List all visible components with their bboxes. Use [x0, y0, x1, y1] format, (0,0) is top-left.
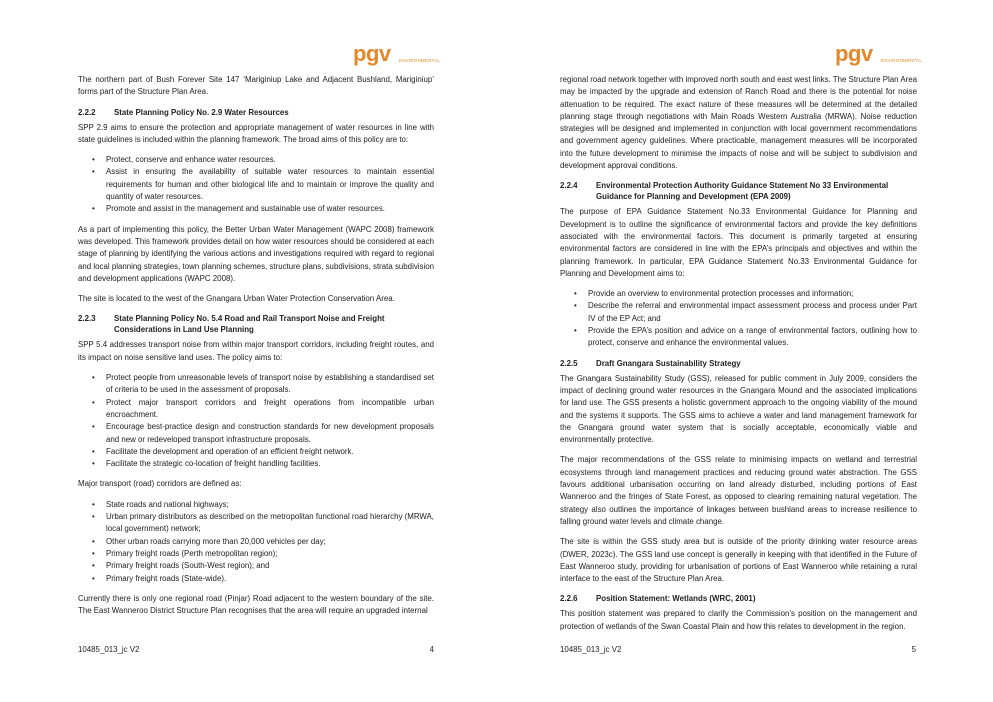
list-item: • Protect major transport corridors and freight operations from incompatible urban encroachment. — [106, 397, 434, 422]
page-footer — [560, 645, 916, 654]
section-number: 2.2.2 — [78, 107, 96, 117]
list-item: • Facilitate the strategic co-location of freight handling facilities. — [106, 458, 434, 470]
page-4-body — [78, 74, 434, 625]
list-item: • State roads and national highways; — [106, 499, 434, 511]
bullet-list — [78, 154, 434, 215]
list-item: • Protect people from unreasonable levels of transport noise by establishing a standardised set of criteria to be used in the assessment of proposals. — [106, 372, 434, 397]
list-item: • Primary freight roads (South-West region); and — [106, 560, 434, 572]
pgv-logo — [835, 41, 923, 66]
bullet-list — [560, 288, 917, 349]
list-item: • Facilitate the development and operation of an efficient freight network. — [106, 446, 434, 458]
pgv-logo — [353, 41, 441, 66]
page-4 — [0, 0, 480, 702]
bullet-list — [78, 499, 434, 585]
paragraph: Currently there is only one regional road (Pinjar) Road adjacent to the western boundary of the site. The East Wanneroo District Structure Plan recognises that the area will require an upgraded internal — [78, 593, 434, 616]
logo-subtitle: ENVIRONMENTAL — [881, 58, 923, 63]
logo-text: pgv — [353, 41, 391, 66]
paragraph: As a part of implementing this policy, the Better Urban Water Management (WAPC 2008) framework was developed. This framework provides detail on how water resources should be considered at each stage of planning by identifying the various actions and investigations required with regard to regional and local planning strategies, town planning schemes, structure plans, subdivisions, strata subdivision and development applications (WAPC 2008). — [78, 224, 434, 283]
section-heading-2-2-5 — [560, 358, 917, 369]
bullet-list — [78, 372, 434, 470]
section-number: 2.2.6 — [560, 594, 578, 604]
page-5-body — [560, 74, 917, 641]
list-item: • Urban primary distributors as described on the metropolitan functional road hierarchy (MRWA, local government) network; — [106, 511, 434, 536]
section-number: 2.2.5 — [560, 358, 578, 368]
section-heading-2-2-6 — [560, 593, 917, 604]
page-number: 5 — [911, 645, 916, 654]
section-title: Environmental Protection Authority Guidance Statement No 33 Environmental Guidance for Planning and Development (EPA 2009) — [596, 181, 889, 202]
document-reference: 10485_013_jc V2 — [78, 645, 140, 654]
paragraph: The Gnangara Sustainability Study (GSS), released for public comment in July 2009, considers the impact of declining ground water resources in the Gnangara Mound and the associated implications for land use. The GSS presents a holistic government approach to the ongoing viability of the mound and the systems it supports. The GSS aims to achieve a water and land management framework for the Gnangara ground water system that is socially acceptable, economically viable and environmentally protective. — [560, 373, 917, 445]
paragraph: Major transport (road) corridors are defined as: — [78, 479, 242, 489]
paragraph: The northern part of Bush Forever Site 147 ‘Mariginiup Lake and Adjacent Bushland, Mariginiup’ forms part of the Structure Plan Area. — [78, 75, 434, 97]
section-heading-2-2-2 — [78, 107, 434, 118]
list-item: • Primary freight roads (State-wide). — [106, 573, 434, 585]
document-reference: 10485_013_jc V2 — [560, 645, 622, 654]
list-item: • Provide the EPA’s position and advice on a range of environmental factors, outlining how to protect, conserve and enhance the environmental values. — [588, 325, 917, 350]
paragraph: This position statement was prepared to clarify the Commission’s position on the management and protection of wetlands of the Swan Coastal Plain and how this relates to development in the region. — [560, 609, 917, 631]
paragraph: SPP 5.4 addresses transport noise from within major transport corridors, including freight routes, and its impact on noise sensitive land uses. The policy aims to: — [78, 340, 434, 362]
list-item: • Promote and assist in the management and sustainable use of water resources. — [106, 203, 434, 215]
paragraph: The site is within the GSS study area but is outside of the priority drinking water resource areas (DWER, 2023c). The GSS land use concept is generally in keeping with that identified in the Future of East Wanneroo study, providing for urbanisation of portions of East Wanneroo while retaining a rural interface to the east of the Structure Plan Area. — [560, 537, 917, 584]
section-number: 2.2.4 — [560, 181, 578, 191]
list-item: • Other urban roads carrying more than 20,000 vehicles per day; — [106, 536, 434, 548]
paragraph: regional road network together with improved north south and east west links. The Structure Plan Area may be impacted by the upgrade and extension of Ranch Road and there is the potential for noise attenuation to be required. The exact nature of these measures will be determined at the detailed planning stage through negotiations with Main Roads Western Australia (MRWA). Noise reduction strategies will be designed and implemented in conjunction with local government recommendations and government agency guidelines. Where practicable, management measures will be incorporated into the future development to minimise the impacts of noise and will be subject to subdivision and development approval conditions. — [560, 75, 917, 171]
logo-subtitle: ENVIRONMENTAL — [399, 58, 441, 63]
section-title: State Planning Policy No. 2.9 Water Resources — [114, 107, 289, 117]
paragraph: The site is located to the west of the Gnangara Urban Water Protection Conservation Area. — [78, 294, 395, 304]
paragraph: SPP 2.9 aims to ensure the protection and appropriate management of water resources in line with state guidelines is included within the planning framework. The broad aims of this policy are to: — [78, 122, 434, 144]
page-number: 4 — [429, 645, 434, 654]
list-item: • Provide an overview to environmental protection processes and information; — [588, 288, 917, 300]
list-item: • Describe the referral and environmental impact assessment process and process under Part IV of the EP Act; and — [588, 300, 917, 325]
page-footer — [78, 645, 434, 654]
section-number: 2.2.3 — [78, 314, 96, 324]
section-heading-2-2-4 — [560, 180, 917, 202]
list-item: • Assist in ensuring the availability of suitable water resources to maintain essential requirements for human and other biological life and to maintain or improve the quality and quantity of water resources. — [106, 166, 434, 203]
page-5 — [482, 0, 962, 702]
section-heading-2-2-3 — [78, 313, 434, 335]
paragraph: The purpose of EPA Guidance Statement No.33 Environmental Guidance for Planning and Development is to outline the significance of environmental factors and provide the key definitions associated with the environmental factors. This document is primarily targeted at ensuring environmental factors are considered in line with the EPA’s principals and objectives and within the planning framework. In particular, EPA Guidance Statement No.33 Environmental Guidance for Planning and Development aims to: — [560, 207, 917, 278]
section-title: Position Statement: Wetlands (WRC, 2001) — [596, 594, 756, 604]
logo-text: pgv — [835, 41, 873, 66]
list-item: • Protect, conserve and enhance water resources. — [106, 154, 434, 166]
list-item: • Encourage best-practice design and construction standards for new development proposals and new or redeveloped transport infrastructure proposals. — [106, 421, 434, 446]
paragraph: The major recommendations of the GSS relate to minimising impacts on wetland and terrestrial ecosystems through land management practices and reducing ground water abstraction. The GSS favours additional urbanisation occurring on land already disturbed, including portions of East Wanneroo and the fringes of State Forest, as opposed to clearing remaining natural vegetation. The strategy also outlines the importance of linkages between bushland areas to increase resilience to falling ground water levels and climate change. — [560, 455, 917, 526]
section-title: State Planning Policy No. 5.4 Road and Rail Transport Noise and Freight Considerations in Land Use Planning — [114, 314, 385, 335]
section-title: Draft Gnangara Sustainability Strategy — [596, 358, 741, 368]
list-item: • Primary freight roads (Perth metropolitan region); — [106, 548, 434, 560]
